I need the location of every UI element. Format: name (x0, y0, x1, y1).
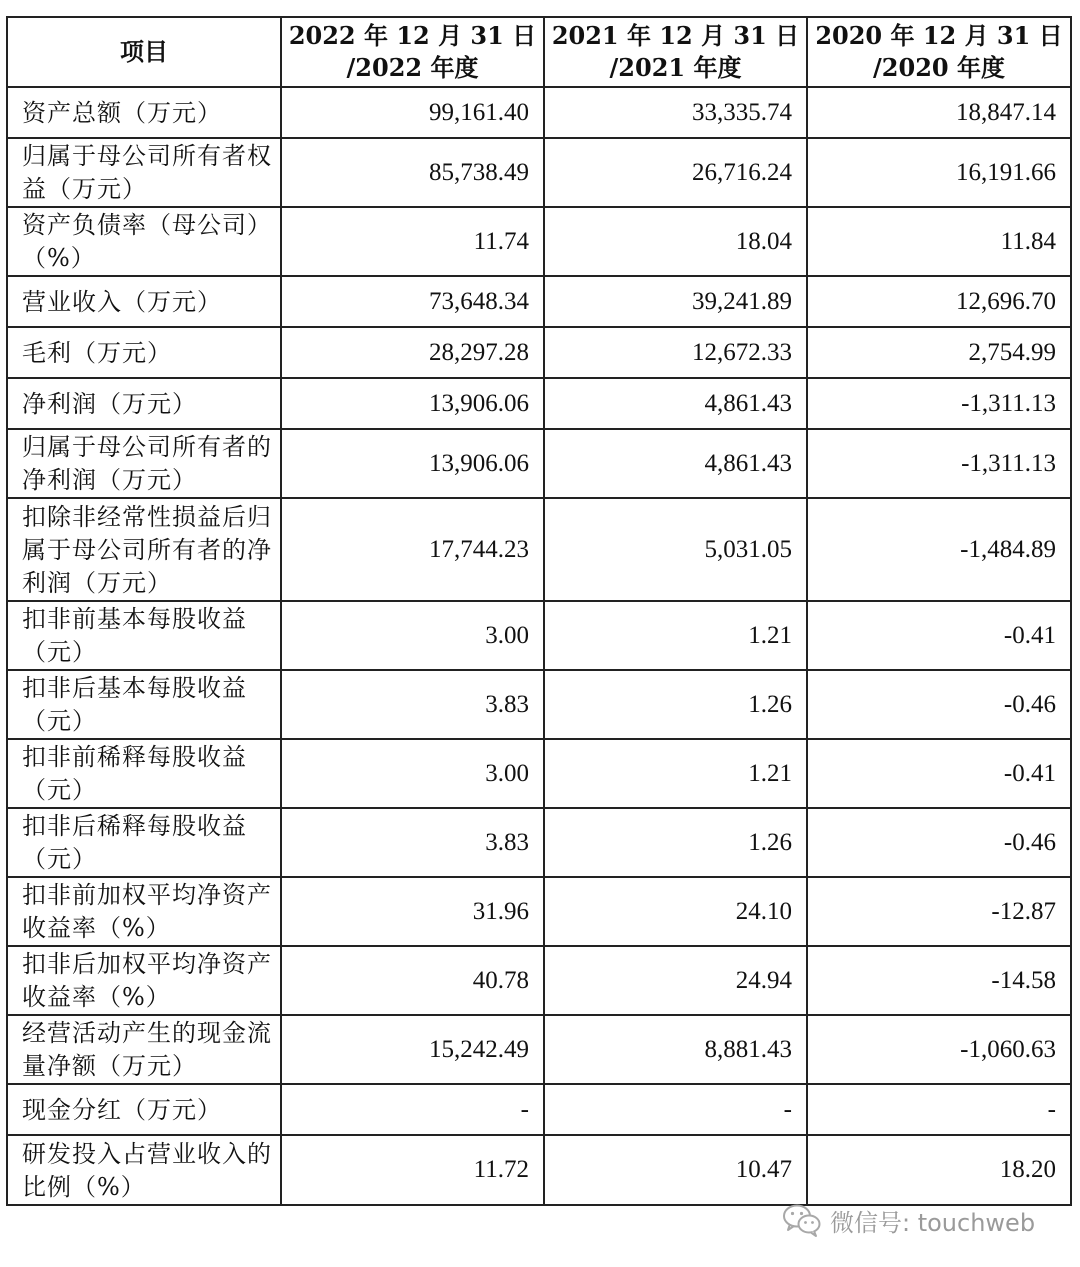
table-row (7, 207, 1071, 276)
table-row (7, 1084, 1071, 1135)
table-row (7, 87, 1071, 138)
cell-2020: -14.58 (807, 946, 1071, 1015)
cell-2022: - (281, 1084, 544, 1135)
cell-2021: 12,672.33 (544, 327, 807, 378)
cell-2020: -0.41 (807, 739, 1071, 808)
header-2022 (281, 17, 544, 87)
row-label: 扣非后基本每股收益（元） (7, 670, 281, 739)
cell-2021: 26,716.24 (544, 138, 807, 207)
cell-2022: 99,161.40 (281, 87, 544, 138)
cell-2021: 10.47 (544, 1135, 807, 1205)
table-row (7, 138, 1071, 207)
table-row (7, 1135, 1071, 1205)
row-label: 资产负债率（母公司）（%） (7, 207, 281, 276)
header-2020-date: 2020 年 12 月 31 日 (815, 21, 1063, 50)
cell-2022: 11.74 (281, 207, 544, 276)
row-label: 扣除非经常性损益后归属于母公司所有者的净利润（万元） (7, 498, 281, 601)
cell-2022: 17,744.23 (281, 498, 544, 601)
cell-2022: 13,906.06 (281, 378, 544, 429)
cell-2020: -0.46 (807, 670, 1071, 739)
cell-2021: 24.10 (544, 877, 807, 946)
row-label: 营业收入（万元） (7, 276, 281, 327)
header-2021 (544, 17, 807, 87)
cell-2020: -1,311.13 (807, 378, 1071, 429)
table-row (7, 1015, 1071, 1084)
row-label: 扣非后加权平均净资产收益率（%） (7, 946, 281, 1015)
row-label: 净利润（万元） (7, 378, 281, 429)
table-row (7, 808, 1071, 877)
cell-2022: 3.00 (281, 601, 544, 670)
cell-2021: 4,861.43 (544, 429, 807, 498)
cell-2020: -0.41 (807, 601, 1071, 670)
cell-2021: 39,241.89 (544, 276, 807, 327)
cell-2022: 40.78 (281, 946, 544, 1015)
cell-2020: -12.87 (807, 877, 1071, 946)
cell-2021: 18.04 (544, 207, 807, 276)
cell-2021: 1.21 (544, 739, 807, 808)
row-label: 资产总额（万元） (7, 87, 281, 138)
table-row (7, 601, 1071, 670)
table-row (7, 276, 1071, 327)
header-2020 (807, 17, 1071, 87)
table-row (7, 670, 1071, 739)
cell-2022: 3.83 (281, 808, 544, 877)
cell-2022: 3.83 (281, 670, 544, 739)
watermark-text: 微信号: touchweb (830, 1208, 1036, 1237)
cell-2022: 73,648.34 (281, 276, 544, 327)
row-label: 归属于母公司所有者权益（万元） (7, 138, 281, 207)
row-label: 扣非前基本每股收益（元） (7, 601, 281, 670)
cell-2021: 1.26 (544, 808, 807, 877)
cell-2021: 24.94 (544, 946, 807, 1015)
row-label: 现金分红（万元） (7, 1084, 281, 1135)
table-row (7, 327, 1071, 378)
financial-table (6, 16, 1072, 1206)
table-header-row (7, 17, 1071, 87)
cell-2021: - (544, 1084, 807, 1135)
cell-2021: 8,881.43 (544, 1015, 807, 1084)
table-row (7, 739, 1071, 808)
row-label: 扣非后稀释每股收益（元） (7, 808, 281, 877)
cell-2021: 1.26 (544, 670, 807, 739)
row-label: 扣非前稀释每股收益（元） (7, 739, 281, 808)
cell-2022: 15,242.49 (281, 1015, 544, 1084)
cell-2022: 11.72 (281, 1135, 544, 1205)
row-label: 研发投入占营业收入的比例（%） (7, 1135, 281, 1205)
header-item: 项目 (7, 17, 281, 87)
row-label: 扣非前加权平均净资产收益率（%） (7, 877, 281, 946)
table-row (7, 498, 1071, 601)
cell-2022: 31.96 (281, 877, 544, 946)
table-row (7, 877, 1071, 946)
cell-2020: - (807, 1084, 1071, 1135)
cell-2020: -0.46 (807, 808, 1071, 877)
cell-2020: 2,754.99 (807, 327, 1071, 378)
wechat-icon (782, 1202, 822, 1238)
header-2022-year: /2022 年度 (346, 53, 479, 82)
table-row (7, 429, 1071, 498)
header-2020-year: /2020 年度 (873, 53, 1005, 82)
cell-2022: 13,906.06 (281, 429, 544, 498)
row-label: 毛利（万元） (7, 327, 281, 378)
cell-2020: 16,191.66 (807, 138, 1071, 207)
cell-2022: 3.00 (281, 739, 544, 808)
wechat-watermark (782, 1200, 1035, 1240)
cell-2020: 18,847.14 (807, 87, 1071, 138)
header-2022-date: 2022 年 12 月 31 日 (288, 21, 537, 50)
cell-2021: 4,861.43 (544, 378, 807, 429)
row-label: 经营活动产生的现金流量净额（万元） (7, 1015, 281, 1084)
cell-2022: 85,738.49 (281, 138, 544, 207)
cell-2021: 33,335.74 (544, 87, 807, 138)
table-row (7, 378, 1071, 429)
row-label: 归属于母公司所有者的净利润（万元） (7, 429, 281, 498)
cell-2020: 18.20 (807, 1135, 1071, 1205)
cell-2020: -1,311.13 (807, 429, 1071, 498)
table-row (7, 946, 1071, 1015)
cell-2021: 1.21 (544, 601, 807, 670)
cell-2020: 12,696.70 (807, 276, 1071, 327)
cell-2021: 5,031.05 (544, 498, 807, 601)
cell-2020: -1,060.63 (807, 1015, 1071, 1084)
cell-2020: 11.84 (807, 207, 1071, 276)
header-2021-date: 2021 年 12 月 31 日 (551, 21, 800, 50)
cell-2020: -1,484.89 (807, 498, 1071, 601)
cell-2022: 28,297.28 (281, 327, 544, 378)
header-2021-year: /2021 年度 (609, 53, 742, 82)
